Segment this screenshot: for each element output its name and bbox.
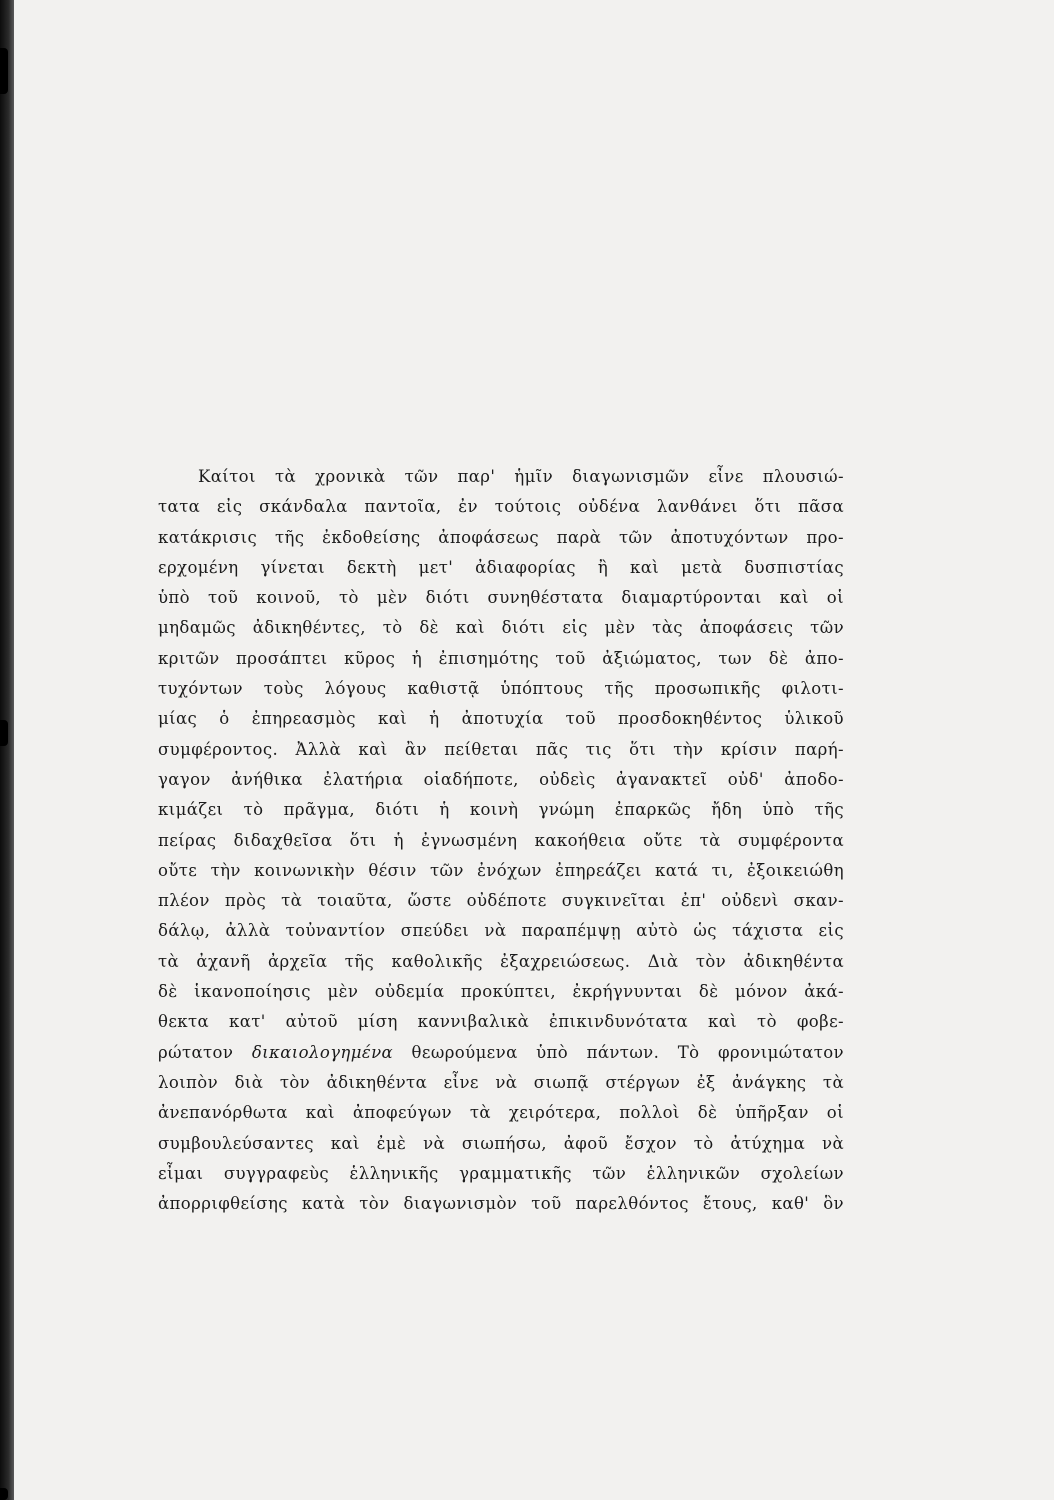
text-line: κατάκρισις τῆς ἐκδοθείσης ἀποφάσεως παρὰ τῶν ἀποτυχόντων προ- xyxy=(158,527,844,547)
text-line: Καίτοι τὰ χρονικὰ τῶν παρ' ἡμῖν διαγωνισμῶν εἶνε πλουσιώ- xyxy=(198,467,844,486)
text-line: δὲ ἱκανοποίησις μὲν οὐδεμία προκύπτει, ἐκρήγνυνται δὲ μόνον ἀκά- xyxy=(158,982,844,1002)
text-line: συμβουλεύσαντες καὶ ἐμὲ νὰ σιωπήσω, ἀφοῦ ἔσχον τὸ ἀτύχημα νὰ xyxy=(158,1133,844,1153)
text-line: πείρας διδαχθεῖσα ὅτι ἡ ἐγνωσμένη κακοήθεια οὔτε τὰ συμφέροντα xyxy=(158,830,844,850)
text-line: ερχομένη γίνεται δεκτὴ μετ' ἀδιαφορίας ἢ καὶ μετὰ δυσπιστίας xyxy=(158,557,844,577)
text-line: λοιπὸν διὰ τὸν ἀδικηθέντα εἶνε νὰ σιωπᾷ στέργων ἐξ ἀνάγκης τὰ xyxy=(158,1072,844,1092)
text-line: μηδαμῶς ἀδικηθέντες, τὸ δὲ καὶ διότι εἰς μὲν τὰς ἀποφάσεις τῶν xyxy=(158,618,844,638)
text-segment: θεωρούμενα ὑπὸ πάντων. Τὸ φρονιμώτατον xyxy=(393,1042,844,1062)
binding-mark xyxy=(0,720,8,746)
text-line: θεκτα κατ' αὐτοῦ μίση καννιβαλικὰ ἐπικινδυνότατα καὶ τὸ φοβε- xyxy=(158,1012,844,1032)
text-line: τυχόντων τοὺς λόγους καθιστᾷ ὑπόπτους τῆς προσωπικῆς φιλοτι- xyxy=(158,679,844,699)
text-line: οὔτε τὴν κοινωνικὴν θέσιν τῶν ἐνόχων ἐπηρεάζει κατά τι, ἐξοικειώθη xyxy=(158,860,844,880)
binding-mark xyxy=(0,1488,8,1500)
text-line: δάλῳ, ἀλλὰ τοὐναντίον σπεύδει νὰ παραπέμψῃ αὐτὸ ὡς τάχιστα εἰς xyxy=(158,921,844,941)
text-line: εἶμαι συγγραφεὺς ἑλληνικῆς γραμματικῆς τῶν ἑλληνικῶν σχολείων xyxy=(158,1163,844,1183)
text-line: ἀπορριφθείσης κατὰ τὸν διαγωνισμὸν τοῦ παρελθόντος ἔτους, καθ' ὃν xyxy=(158,1194,844,1214)
text-line: κιμάζει τὸ πρᾶγμα, διότι ἡ κοινὴ γνώμη ἐπαρκῶς ἤδη ὑπὸ τῆς xyxy=(158,800,844,820)
body-paragraph xyxy=(158,462,844,1219)
book-spine xyxy=(0,0,14,1500)
text-line: κριτῶν προσάπτει κῦρος ἡ ἐπισημότης τοῦ ἀξιώματος, των δὲ ἀπο- xyxy=(158,648,844,668)
text-line: πλέον πρὸς τὰ τοιαῦτα, ὥστε οὐδέποτε συγκινεῖται ἐπ' οὐδενὶ σκαν- xyxy=(158,891,844,911)
text-line-with-italic xyxy=(158,1038,844,1068)
text-line: γαγον ἀνήθικα ἐλατήρια οἱαδήποτε, οὐδεὶς ἀγανακτεῖ οὐδ' ἀποδο- xyxy=(158,769,844,789)
text-segment: ρώτατον xyxy=(158,1042,252,1062)
text-line: ἀνεπανόρθωτα καὶ ἀποφεύγων τὰ χειρότερα, πολλοὶ δὲ ὑπῆρξαν οἱ xyxy=(158,1103,844,1123)
text-line: τὰ ἀχανῆ ἀρχεῖα τῆς καθολικῆς ἐξαχρειώσεως. Διὰ τὸν ἀδικηθέντα xyxy=(158,951,844,971)
text-line: συμφέροντος. Ἀλλὰ καὶ ἂν πείθεται πᾶς τις ὅτι τὴν κρίσιν παρή- xyxy=(158,739,844,759)
text-line: ὑπὸ τοῦ κοινοῦ, τὸ μὲν διότι συνηθέστατα διαμαρτύρονται καὶ οἱ xyxy=(158,588,844,608)
text-line: τατα εἰς σκάνδαλα παντοῖα, ἐν τούτοις οὐδένα λανθάνει ὅτι πᾶσα xyxy=(158,497,844,517)
italic-word: δικαιολογημένα xyxy=(251,1042,394,1062)
binding-mark xyxy=(0,48,8,94)
text-line: μίας ὁ ἐπηρεασμὸς καὶ ἡ ἀποτυχία τοῦ προσδοκηθέντος ὑλικοῦ xyxy=(158,709,844,729)
